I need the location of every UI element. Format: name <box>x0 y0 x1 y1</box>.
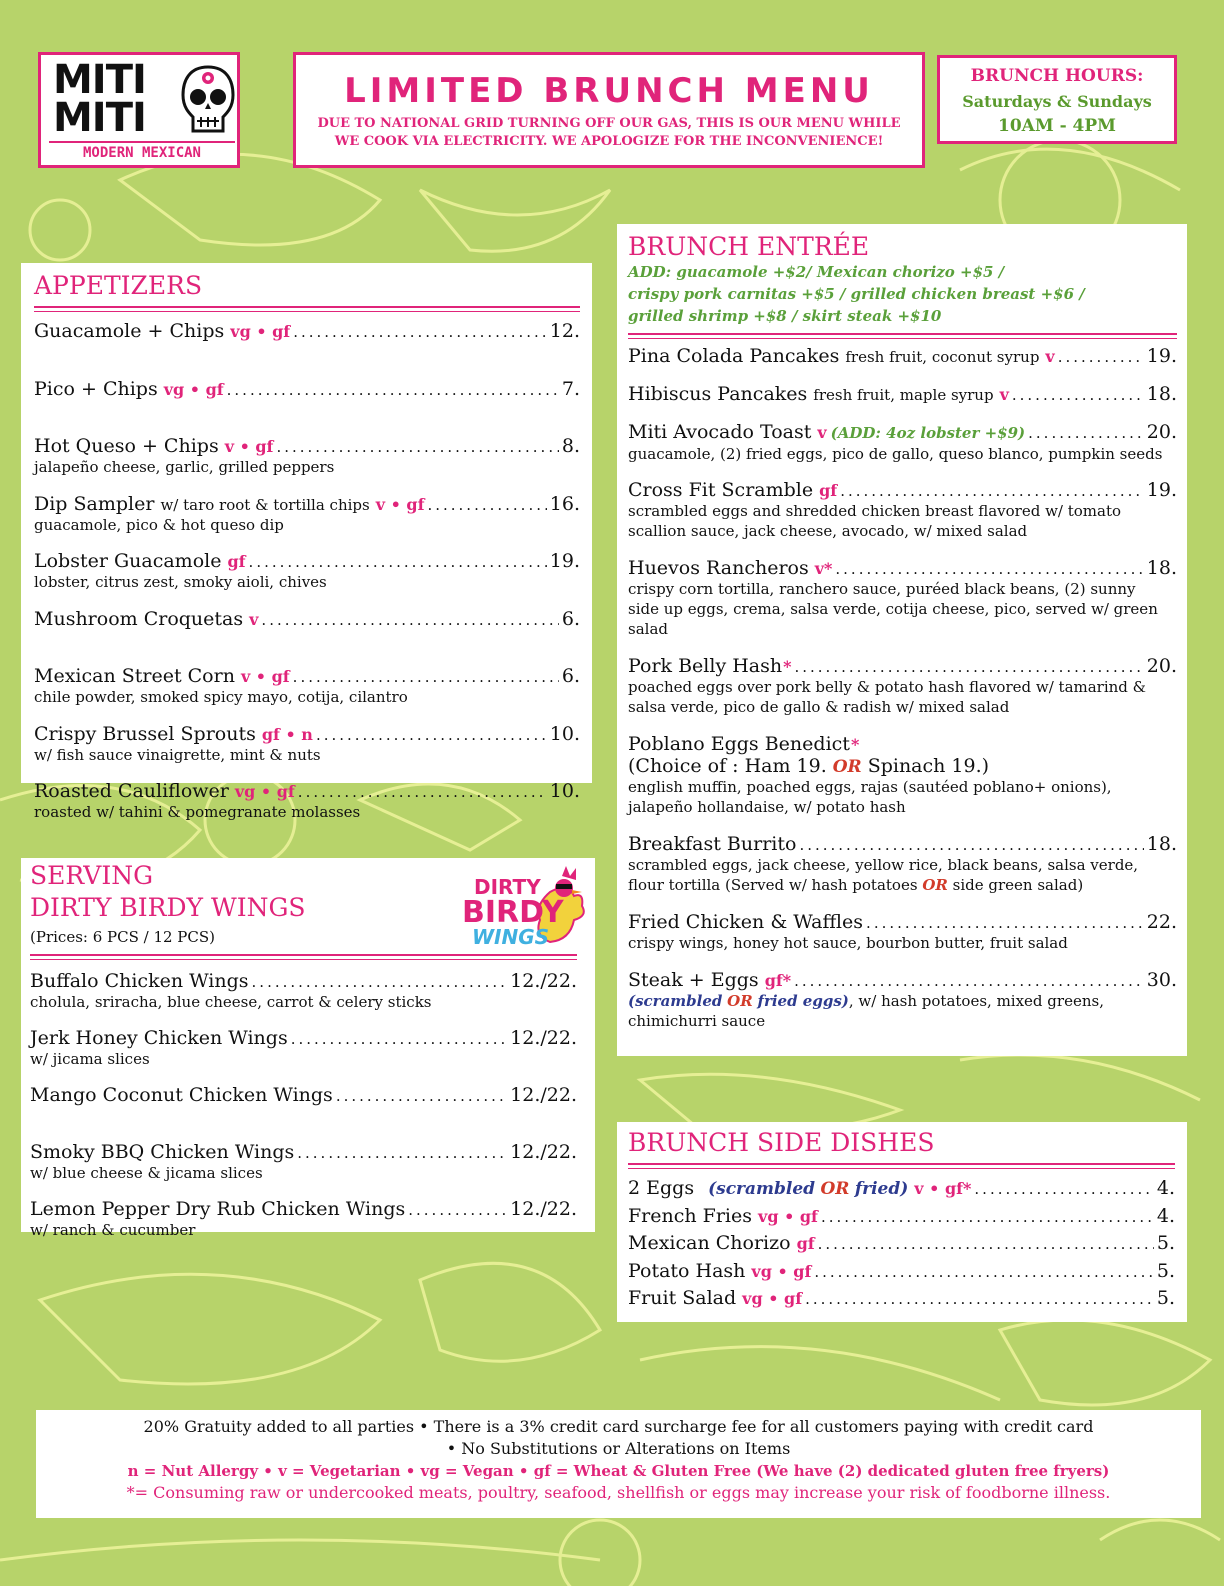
item-name: 2 Eggs <box>628 1177 695 1199</box>
divider <box>34 306 580 312</box>
item-name: Fruit Salad <box>628 1287 737 1309</box>
item-price: 18. <box>1146 557 1177 579</box>
item-description: w/ blue cheese & jicama slices <box>30 1164 263 1182</box>
diet-tags: gf* <box>764 971 792 990</box>
menu-item <box>628 557 1177 655</box>
dirty-birdy-logo <box>450 862 590 952</box>
menu-item <box>30 1198 577 1255</box>
logo-subtitle: MODERN MEXICAN <box>49 141 235 161</box>
limited-menu-banner <box>293 52 925 168</box>
menu-item <box>34 320 580 378</box>
item-note: fresh fruit, maple syrup <box>813 386 994 404</box>
restaurant-logo <box>38 52 240 168</box>
diet-tags: gf <box>227 552 246 571</box>
item-price: 12. <box>549 320 580 342</box>
item-name: Jerk Honey Chicken Wings <box>30 1027 288 1049</box>
diet-tags: vg • gf <box>163 379 224 399</box>
item-addon: (ADD: 4oz lobster +$9) <box>830 424 1026 442</box>
raw-food-warning: *= Consuming raw or undercooked meats, poultry, seafood, shellfish or eggs may increase your risk of foodborne illness. <box>126 1483 1111 1502</box>
diet-tags: vg • gf <box>742 1289 803 1308</box>
item-note: w/ taro root & tortilla chips <box>160 495 370 514</box>
item-price: 7. <box>561 377 580 400</box>
item-price: 5. <box>1156 1287 1175 1309</box>
item-price: 20. <box>1146 421 1177 443</box>
item-name: Potato Hash <box>628 1259 746 1282</box>
item-description: scrambled eggs and shredded chicken breast flavored w/ tomato <box>628 502 1122 520</box>
item-description: w/ ranch & cucumber <box>30 1221 196 1239</box>
diet-tags: gf <box>796 1234 815 1253</box>
diet-tags: v <box>999 385 1009 404</box>
menu-item <box>628 969 1177 1031</box>
item-description: jalapeño hollandaise, w/ potato hash <box>628 798 906 816</box>
diet-tags: v <box>817 423 827 442</box>
diet-tags: * <box>783 657 792 676</box>
item-price: 12./22. <box>510 1027 577 1049</box>
item-description: cholula, sriracha, blue cheese, carrot & celery sticks <box>30 993 432 1011</box>
logo-wordmark: MITI MITI <box>53 57 146 141</box>
item-price: 6. <box>561 665 580 687</box>
menu-item <box>34 435 580 493</box>
menu-item <box>30 1027 577 1084</box>
divider <box>628 333 1177 339</box>
brunch-hours-box <box>937 55 1177 144</box>
diet-legend: n = Nut Allergy • v = Vegetarian • vg = Vegan • gf = Wheat & Gluten Free (We have (2) dedicated gluten free fryers) <box>127 1462 1110 1480</box>
diet-tags: v* <box>814 559 833 578</box>
item-price: 10. <box>549 722 580 745</box>
item-price: 20. <box>1146 655 1177 677</box>
item-description: scrambled eggs, jack cheese, yellow rice, black beans, salsa verde, <box>628 856 1139 874</box>
item-name: Steak + Eggs <box>628 969 759 991</box>
item-description: crispy wings, honey hot sauce, bourbon butter, fruit salad <box>628 934 1068 952</box>
item-price: 18. <box>1146 383 1177 405</box>
diet-tags: v • gf <box>240 667 290 686</box>
item-description: jalapeño cheese, garlic, grilled peppers <box>34 458 335 476</box>
item-name: Poblano Eggs Benedict <box>628 733 850 755</box>
side-item <box>628 1177 1175 1205</box>
section-title: SERVING DIRTY BIRDY WINGS <box>30 861 306 922</box>
item-name: Cross Fit Scramble <box>628 479 814 501</box>
hours-days: Saturdays & Sundays <box>962 92 1152 111</box>
item-price: 16. <box>549 492 580 515</box>
item-name: Mexican Chorizo <box>628 1232 791 1254</box>
item-price: 22. <box>1146 911 1177 933</box>
item-price: 18. <box>1146 833 1177 855</box>
diet-tags: vg • gf <box>230 322 291 341</box>
item-description: chimichurri sauce <box>628 1012 766 1030</box>
diet-tags: gf <box>819 481 838 500</box>
item-price: 19. <box>549 550 580 572</box>
menu-item <box>34 608 580 666</box>
menu-item <box>30 970 577 1027</box>
item-price: 12./22. <box>510 1198 577 1220</box>
item-name: Lobster Guacamole <box>34 550 222 572</box>
item-price: 4. <box>1156 1177 1175 1199</box>
item-name: Pico + Chips <box>34 377 158 400</box>
menu-item <box>628 833 1177 911</box>
menu-item <box>628 911 1177 969</box>
item-description: lobster, citrus zest, smoky aioli, chives <box>34 573 327 591</box>
diet-tags: vg • gf <box>234 782 295 801</box>
item-name: Roasted Cauliflower <box>34 780 229 802</box>
item-description: (scrambled OR fried eggs), w/ hash potatoes, mixed greens, <box>628 992 1104 1010</box>
item-description: side up eggs, crema, salsa verde, cotija cheese, pico, served w/ green <box>628 600 1158 618</box>
appetizers-section <box>21 263 592 821</box>
section-title: BRUNCH ENTRÉE <box>628 232 870 261</box>
item-name: Buffalo Chicken Wings <box>30 970 249 992</box>
item-name: Fried Chicken & Waffles <box>628 911 864 933</box>
item-description: w/ fish sauce vinaigrette, mint & nuts <box>34 745 321 764</box>
menu-item <box>628 733 1177 833</box>
item-name: Mexican Street Corn <box>34 665 235 687</box>
item-description: roasted w/ tahini & pomegranate molasses <box>34 803 361 821</box>
item-name: Dip Sampler <box>34 492 155 515</box>
menu-item <box>30 1141 577 1198</box>
item-price: 5. <box>1156 1232 1175 1254</box>
item-name: Crispy Brussel Sprouts <box>34 722 256 745</box>
item-name: Guacamole + Chips <box>34 320 225 342</box>
menu-item <box>628 655 1177 733</box>
item-name: Miti Avocado Toast <box>628 421 812 443</box>
item-price: 10. <box>549 780 580 802</box>
menu-item <box>34 665 580 723</box>
side-dishes-section <box>617 1122 1187 1322</box>
menu-item <box>30 1084 577 1141</box>
item-price: 5. <box>1156 1259 1175 1282</box>
item-price: 12./22. <box>510 1084 577 1106</box>
menu-item <box>628 479 1177 557</box>
item-price: 8. <box>561 435 580 457</box>
item-name: Mushroom Croquetas <box>34 607 244 630</box>
menu-item <box>34 550 580 608</box>
section-title: BRUNCH SIDE DISHES <box>628 1128 935 1157</box>
item-price: 4. <box>1156 1204 1175 1227</box>
side-item <box>628 1232 1175 1260</box>
svg-text:WINGS: WINGS <box>472 925 550 949</box>
item-style: (scrambled OR fried) <box>708 1179 909 1199</box>
banner-notice: DUE TO NATIONAL GRID TURNING OFF OUR GAS, THIS IS OUR MENU WHILE WE COOK VIA ELECTRICITY. WE APOLOGIZE FOR THE INCONVENIENCE! <box>317 116 901 149</box>
item-name: French Fries <box>628 1204 753 1227</box>
item-name: Hot Queso + Chips <box>34 435 219 457</box>
item-name: Mango Coconut Chicken Wings <box>30 1084 333 1106</box>
item-name: Pina Colada Pancakes <box>628 345 840 367</box>
diet-tags: vg • gf <box>751 1261 812 1281</box>
svg-text:BIRDY: BIRDY <box>462 895 564 930</box>
side-item <box>628 1287 1175 1315</box>
hours-title: BRUNCH HOURS: <box>970 66 1144 86</box>
wings-section <box>21 858 595 1239</box>
diet-tags: v <box>1045 347 1055 366</box>
menu-item <box>628 421 1177 479</box>
item-note: fresh fruit, coconut syrup <box>845 348 1040 366</box>
item-name: Hibiscus Pancakes <box>628 383 808 405</box>
item-description: poached eggs over pork belly & potato hash flavored w/ tamarind & <box>628 678 1147 696</box>
item-description: english muffin, poached eggs, rajas (sautéed poblano+ onions), <box>628 778 1112 796</box>
svg-text:DIRTY: DIRTY <box>474 875 541 899</box>
item-description: salsa verde, pico de gallo & radish w/ mixed salad <box>628 698 1010 716</box>
item-description: guacamole, pico & hot queso dip <box>34 515 284 534</box>
diet-tags: v <box>249 609 259 629</box>
diet-tags: v • gf <box>224 437 274 456</box>
item-description: crispy corn tortilla, ranchero sauce, puréed black beans, (2) sunny <box>628 580 1136 598</box>
item-name: Huevos Rancheros <box>628 557 809 579</box>
wings-header <box>30 858 577 954</box>
gratuity-note: 20% Gratuity added to all parties • There is a 3% credit card surcharge fee for all customers paying with credit card <box>143 1417 1094 1436</box>
hours-time: 10AM - 4PM <box>998 116 1116 136</box>
item-name: Smoky BBQ Chicken Wings <box>30 1141 295 1163</box>
footer-notes <box>36 1410 1201 1518</box>
item-description: flour tortilla (Served w/ hash potatoes OR side green salad) <box>628 876 1084 894</box>
divider <box>30 954 577 960</box>
menu-item <box>34 493 580 551</box>
item-description: chile powder, smoked spicy mayo, cotija, cilantro <box>34 688 408 706</box>
diet-tags: vg • gf <box>758 1206 818 1226</box>
brunch-entree-section <box>617 224 1187 1056</box>
side-item <box>628 1260 1175 1288</box>
item-name: Pork Belly Hash <box>628 655 783 677</box>
diet-tags: v • gf* <box>914 1179 972 1198</box>
diet-tags: gf • n <box>261 724 313 744</box>
item-name: Lemon Pepper Dry Rub Chicken Wings <box>30 1198 406 1220</box>
menu-item <box>628 345 1177 383</box>
item-choice: (Choice of : Ham 19. OR Spinach 19.) <box>628 755 990 777</box>
item-description: salad <box>628 620 668 638</box>
section-title: APPETIZERS <box>34 271 203 300</box>
substitution-note: • No Substitutions or Alterations on Items <box>446 1439 791 1458</box>
item-price: 19. <box>1146 479 1177 501</box>
sugar-skull-icon <box>179 63 237 141</box>
menu-item <box>34 723 580 781</box>
wings-prices-note: (Prices: 6 PCS / 12 PCS) <box>30 928 216 946</box>
item-price: 12./22. <box>510 1141 577 1163</box>
add-ons: ADD: guacamole +$2/ Mexican chorizo +$5 / crispy pork carnitas +$5 / grilled chicken breast +$6 / grilled shrimp +$8 / skirt steak +$10 <box>628 263 1085 325</box>
menu-item <box>628 383 1177 421</box>
item-price: 6. <box>561 607 580 630</box>
item-name: Breakfast Burrito <box>628 833 797 855</box>
side-item <box>628 1205 1175 1233</box>
item-description: scallion sauce, jack cheese, avocado, w/ mixed salad <box>628 522 1028 540</box>
menu-item <box>34 378 580 436</box>
menu-item <box>34 780 580 838</box>
item-description: guacamole, (2) fried eggs, pico de gallo, queso blanco, pumpkin seeds <box>628 445 1163 463</box>
diet-tags: v • gf <box>375 494 425 514</box>
item-description: w/ jicama slices <box>30 1050 150 1068</box>
divider <box>628 1163 1175 1169</box>
item-price: 12./22. <box>510 970 577 992</box>
diet-tags: * <box>850 735 860 754</box>
item-price: 19. <box>1146 345 1177 367</box>
item-price: 30. <box>1146 969 1177 991</box>
banner-title: LIMITED BRUNCH MENU <box>344 71 874 111</box>
